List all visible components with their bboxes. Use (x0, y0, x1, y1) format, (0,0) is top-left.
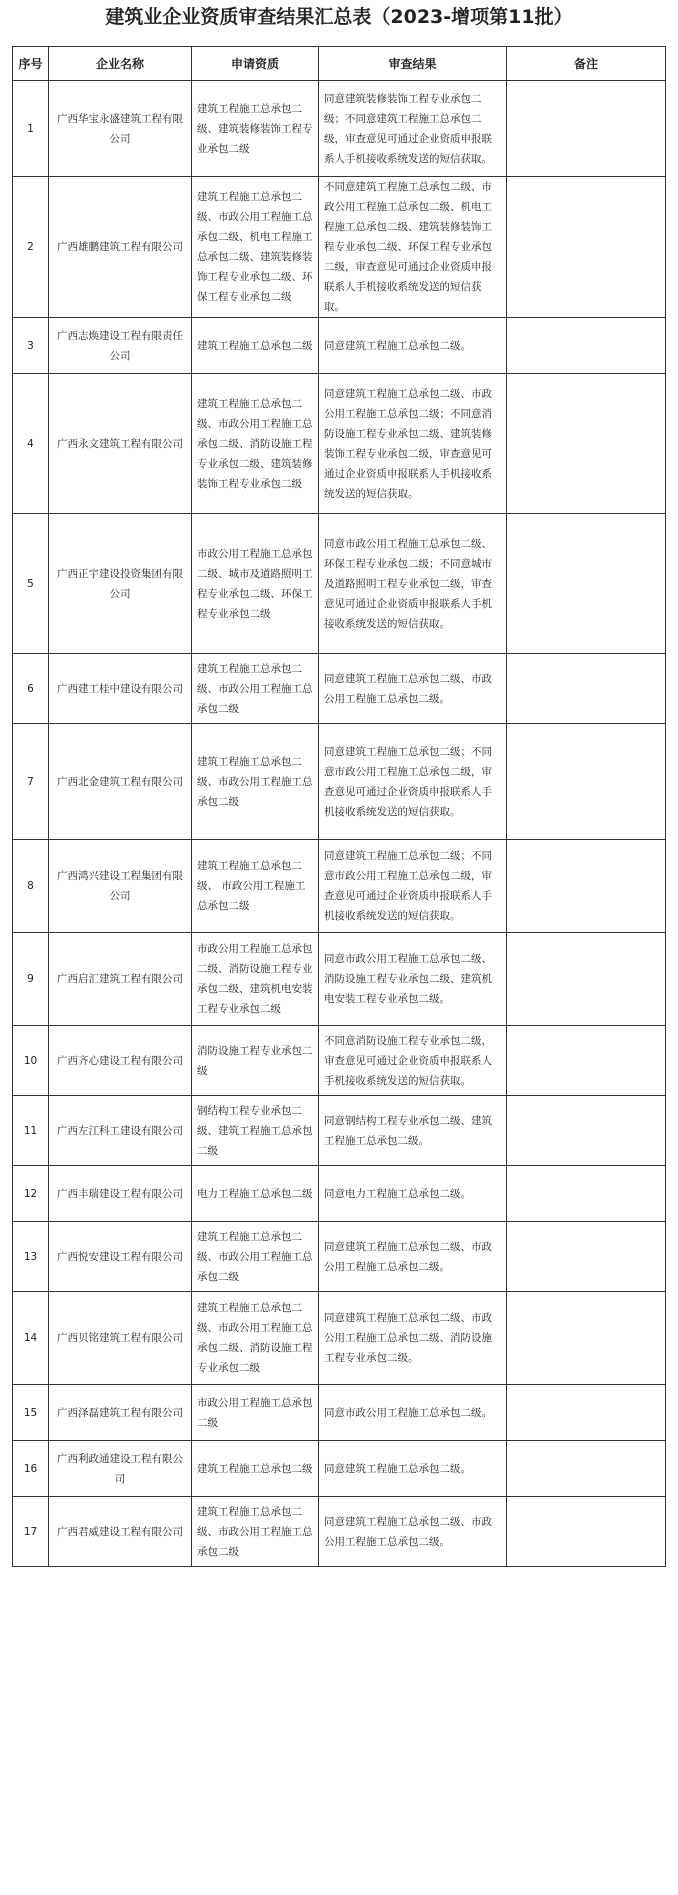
review-result: 同意钢结构工程专业承包二级、建筑工程施工总承包二级。 (319, 1096, 507, 1166)
applied-qualification: 建筑工程施工总承包二级、市政公用工程施工总承包二级 (192, 724, 319, 840)
row-no: 12 (13, 1166, 49, 1222)
table-row (13, 1222, 666, 1292)
applied-qualification: 建筑工程施工总承包二级、 市政公用工程施工总承包二级 (192, 840, 319, 933)
applied-qualification: 建筑工程施工总承包二级、市政公用工程施工总承包二级、消防设施工程专业承包二级、建筑装修装饰工程专业承包二级 (192, 374, 319, 514)
applied-qualification: 消防设施工程专业承包二级 (192, 1026, 319, 1096)
remark (507, 1497, 666, 1567)
company-name: 广西华宝永盛建筑工程有限公司 (49, 81, 192, 177)
remark (507, 374, 666, 514)
header-remark: 备注 (507, 47, 666, 81)
table-row (13, 514, 666, 654)
review-result: 同意市政公用工程施工总承包二级、消防设施工程专业承包二级、建筑机电安装工程专业承包二级。 (319, 933, 507, 1026)
remark (507, 1096, 666, 1166)
applied-qualification: 市政公用工程施工总承包二级、城市及道路照明工程专业承包二级、环保工程专业承包二级 (192, 514, 319, 654)
header-no: 序号 (13, 47, 49, 81)
remark (507, 318, 666, 374)
company-name: 广西正宇建设投资集团有限公司 (49, 514, 192, 654)
review-result: 同意建筑工程施工总承包二级。 (319, 1441, 507, 1497)
table-row (13, 318, 666, 374)
applied-qualification: 钢结构工程专业承包二级、建筑工程施工总承包二级 (192, 1096, 319, 1166)
review-result: 同意建筑工程施工总承包二级；不同意市政公用工程施工总承包二级，审查意见可通过企业资质申报联系人手机接收系统发送的短信获取。 (319, 724, 507, 840)
table-row (13, 933, 666, 1026)
row-no: 16 (13, 1441, 49, 1497)
company-name: 广西贝铭建筑工程有限公司 (49, 1292, 192, 1385)
table-row (13, 840, 666, 933)
remark (507, 724, 666, 840)
remark (507, 933, 666, 1026)
applied-qualification: 建筑工程施工总承包二级 (192, 318, 319, 374)
company-name: 广西左江科工建设有限公司 (49, 1096, 192, 1166)
remark (507, 1292, 666, 1385)
row-no: 17 (13, 1497, 49, 1567)
applied-qualification: 建筑工程施工总承包二级、市政公用工程施工总承包二级 (192, 654, 319, 724)
company-name: 广西志焕建设工程有限责任公司 (49, 318, 192, 374)
applied-qualification: 建筑工程施工总承包二级、市政公用工程施工总承包二级、机电工程施工总承包二级、建筑装修装饰工程专业承包二级、环保工程专业承包二级 (192, 177, 319, 318)
table-row (13, 1497, 666, 1567)
remark (507, 1166, 666, 1222)
applied-qualification: 市政公用工程施工总承包二级 (192, 1385, 319, 1441)
review-result: 同意建筑工程施工总承包二级、市政公用工程施工总承包二级。 (319, 1497, 507, 1567)
review-result: 同意建筑工程施工总承包二级、市政公用工程施工总承包二级。 (319, 654, 507, 724)
company-name: 广西齐心建设工程有限公司 (49, 1026, 192, 1096)
table-row (13, 1441, 666, 1497)
company-name: 广西君威建设工程有限公司 (49, 1497, 192, 1567)
company-name: 广西丰瑞建设工程有限公司 (49, 1166, 192, 1222)
company-name: 广西利政通建设工程有限公司 (49, 1441, 192, 1497)
row-no: 3 (13, 318, 49, 374)
review-result: 不同意消防设施工程专业承包二级，审查意见可通过企业资质申报联系人手机接收系统发送的短信获取。 (319, 1026, 507, 1096)
company-name: 广西启汇建筑工程有限公司 (49, 933, 192, 1026)
table-row (13, 1292, 666, 1385)
table-row (13, 1385, 666, 1441)
applied-qualification: 建筑工程施工总承包二级、市政公用工程施工总承包二级 (192, 1497, 319, 1567)
review-result: 不同意建筑工程施工总承包二级、市政公用工程施工总承包二级、机电工程施工总承包二级、建筑装修装饰工程专业承包二级、环保工程专业承包二级，审查意见可通过企业资质申报联系人手机接收系统发送的短信获取。 (319, 177, 507, 318)
row-no: 8 (13, 840, 49, 933)
row-no: 13 (13, 1222, 49, 1292)
company-name: 广西悦安建设工程有限公司 (49, 1222, 192, 1292)
row-no: 7 (13, 724, 49, 840)
row-no: 4 (13, 374, 49, 514)
company-name: 广西泽磊建筑工程有限公司 (49, 1385, 192, 1441)
applied-qualification: 电力工程施工总承包二级 (192, 1166, 319, 1222)
remark (507, 1222, 666, 1292)
remark (507, 654, 666, 724)
table-row (13, 724, 666, 840)
review-result: 同意建筑工程施工总承包二级、市政公用工程施工总承包二级。 (319, 1222, 507, 1292)
review-result: 同意电力工程施工总承包二级。 (319, 1166, 507, 1222)
row-no: 14 (13, 1292, 49, 1385)
remark (507, 514, 666, 654)
header-company-name: 企业名称 (49, 47, 192, 81)
table-row (13, 1096, 666, 1166)
row-no: 6 (13, 654, 49, 724)
table-row (13, 81, 666, 177)
review-result: 同意建筑工程施工总承包二级；不同意市政公用工程施工总承包二级，审查意见可通过企业资质申报联系人手机接收系统发送的短信获取。 (319, 840, 507, 933)
table-row (13, 654, 666, 724)
remark (507, 177, 666, 318)
review-result: 同意建筑工程施工总承包二级、市政公用工程施工总承包二级、消防设施工程专业承包二级。 (319, 1292, 507, 1385)
remark (507, 1441, 666, 1497)
table-row (13, 1026, 666, 1096)
applied-qualification: 建筑工程施工总承包二级、市政公用工程施工总承包二级、消防设施工程专业承包二级 (192, 1292, 319, 1385)
applied-qualification: 建筑工程施工总承包二级、市政公用工程施工总承包二级 (192, 1222, 319, 1292)
row-no: 11 (13, 1096, 49, 1166)
page-title: 建筑业企业资质审查结果汇总表（2023-增项第11批） (105, 6, 573, 28)
results-table (12, 46, 666, 1567)
applied-qualification: 建筑工程施工总承包二级 (192, 1441, 319, 1497)
table-row (13, 374, 666, 514)
company-name: 广西建工桂中建设有限公司 (49, 654, 192, 724)
remark (507, 1026, 666, 1096)
applied-qualification: 市政公用工程施工总承包二级、消防设施工程专业承包二级、建筑机电安装工程专业承包二级 (192, 933, 319, 1026)
table-header-row (13, 47, 666, 81)
review-result: 同意市政公用工程施工总承包二级。 (319, 1385, 507, 1441)
row-no: 15 (13, 1385, 49, 1441)
row-no: 10 (13, 1026, 49, 1096)
row-no: 2 (13, 177, 49, 318)
row-no: 5 (13, 514, 49, 654)
remark (507, 1385, 666, 1441)
company-name: 广西永文建筑工程有限公司 (49, 374, 192, 514)
row-no: 9 (13, 933, 49, 1026)
company-name: 广西北金建筑工程有限公司 (49, 724, 192, 840)
company-name: 广西鸿兴建设工程集团有限公司 (49, 840, 192, 933)
review-result: 同意市政公用工程施工总承包二级、环保工程专业承包二级；不同意城市及道路照明工程专业承包二级，审查意见可通过企业资质申报联系人手机接收系统发送的短信获取。 (319, 514, 507, 654)
table-row (13, 1166, 666, 1222)
review-result: 同意建筑工程施工总承包二级、市政公用工程施工总承包二级；不同意消防设施工程专业承包二级、建筑装修装饰工程专业承包二级，审查意见可通过企业资质申报联系人手机接收系统发送的短信获取。 (319, 374, 507, 514)
row-no: 1 (13, 81, 49, 177)
review-result: 同意建筑装修装饰工程专业承包二级；不同意建筑工程施工总承包二级，审查意见可通过企业资质申报联系人手机接收系统发送的短信获取。 (319, 81, 507, 177)
header-applied-qualification: 申请资质 (192, 47, 319, 81)
remark (507, 840, 666, 933)
remark (507, 81, 666, 177)
table-row (13, 177, 666, 318)
header-review-result: 审查结果 (319, 47, 507, 81)
applied-qualification: 建筑工程施工总承包二级、建筑装修装饰工程专业承包二级 (192, 81, 319, 177)
company-name: 广西雄鹏建筑工程有限公司 (49, 177, 192, 318)
review-result: 同意建筑工程施工总承包二级。 (319, 318, 507, 374)
